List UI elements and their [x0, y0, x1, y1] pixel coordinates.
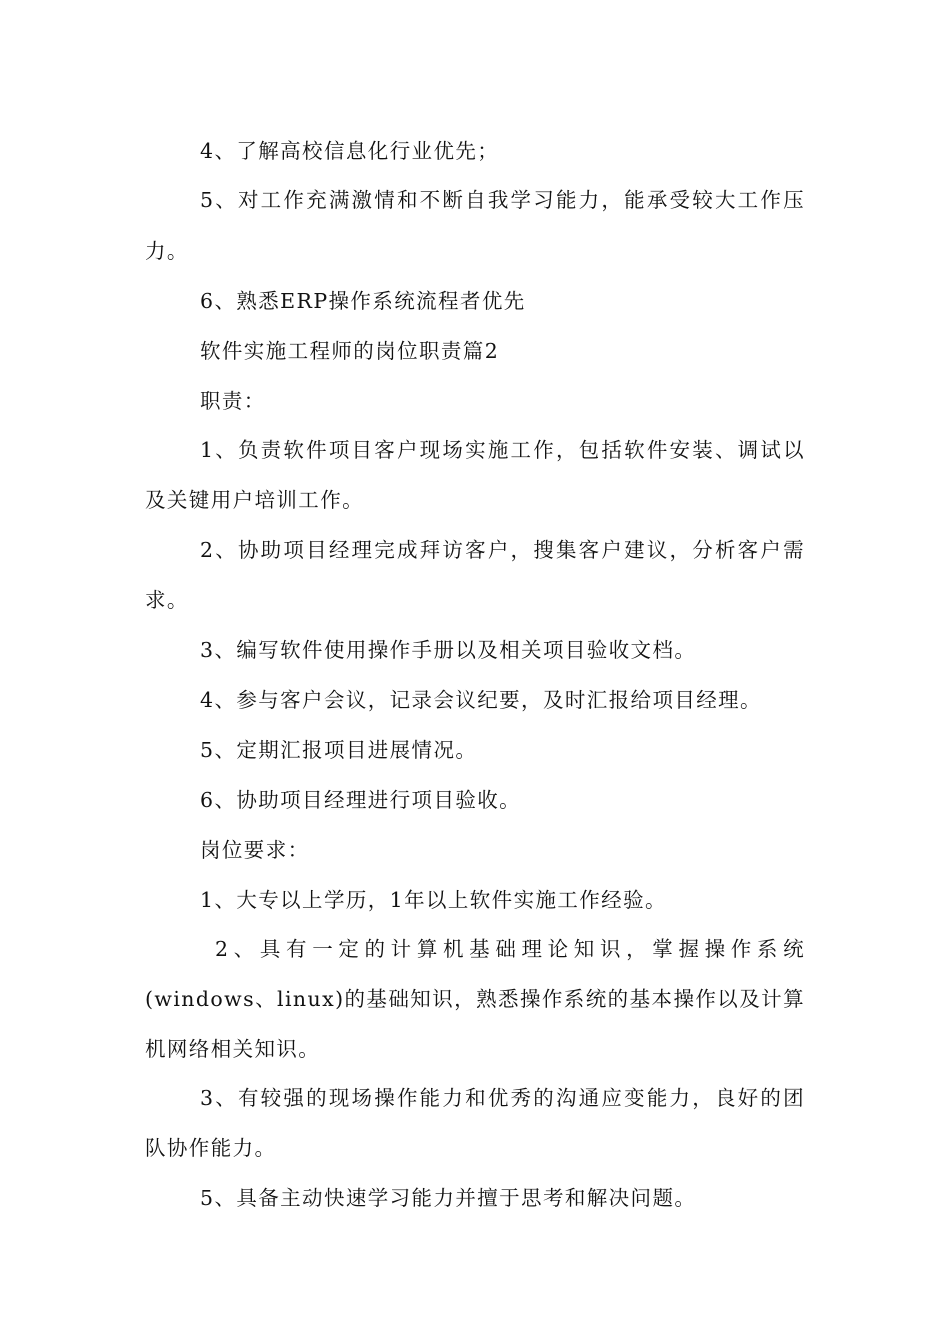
- text-line: 力。: [145, 239, 189, 263]
- text-line: 求。: [145, 588, 189, 612]
- text-line: 3、有较强的现场操作能力和优秀的沟通应变能力，良好的团: [200, 1086, 805, 1110]
- text-line: 5、定期汇报项目进展情况。: [200, 738, 478, 762]
- text-line: 及关键用户培训工作。: [145, 488, 364, 512]
- text-line: 队协作能力。: [145, 1136, 277, 1160]
- section-label: 岗位要求：: [200, 838, 310, 862]
- text-line: 6、协助项目经理进行项目验收。: [200, 788, 522, 812]
- section-heading: 软件实施工程师的岗位职责篇2: [200, 339, 500, 363]
- text-line: 1、负责软件项目客户现场实施工作，包括软件安装、调试以: [200, 438, 805, 462]
- section-label: 职责：: [200, 389, 266, 413]
- text-line: 3、编写软件使用操作手册以及相关项目验收文档。: [200, 638, 697, 662]
- text-line: 机网络相关知识。: [145, 1037, 321, 1061]
- text-line: (windows、linux)的基础知识，熟悉操作系统的基本操作以及计算: [145, 987, 805, 1011]
- text-line: 4、了解高校信息化行业优先；: [200, 139, 500, 163]
- text-line: 2、协助项目经理完成拜访客户，搜集客户建议，分析客户需: [200, 538, 805, 562]
- text-line: 6、熟悉ERP操作系统流程者优先: [200, 289, 526, 313]
- text-line: 4、参与客户会议，记录会议纪要，及时汇报给项目经理。: [200, 688, 762, 712]
- text-line: 2、具有一定的计算机基础理论知识，掌握操作系统: [215, 937, 805, 961]
- text-line: 5、具备主动快速学习能力并擅于思考和解决问题。: [200, 1186, 697, 1210]
- text-line: 1、大专以上学历，1年以上软件实施工作经验。: [200, 888, 667, 912]
- text-line: 5、对工作充满激情和不断自我学习能力，能承受较大工作压: [200, 188, 805, 212]
